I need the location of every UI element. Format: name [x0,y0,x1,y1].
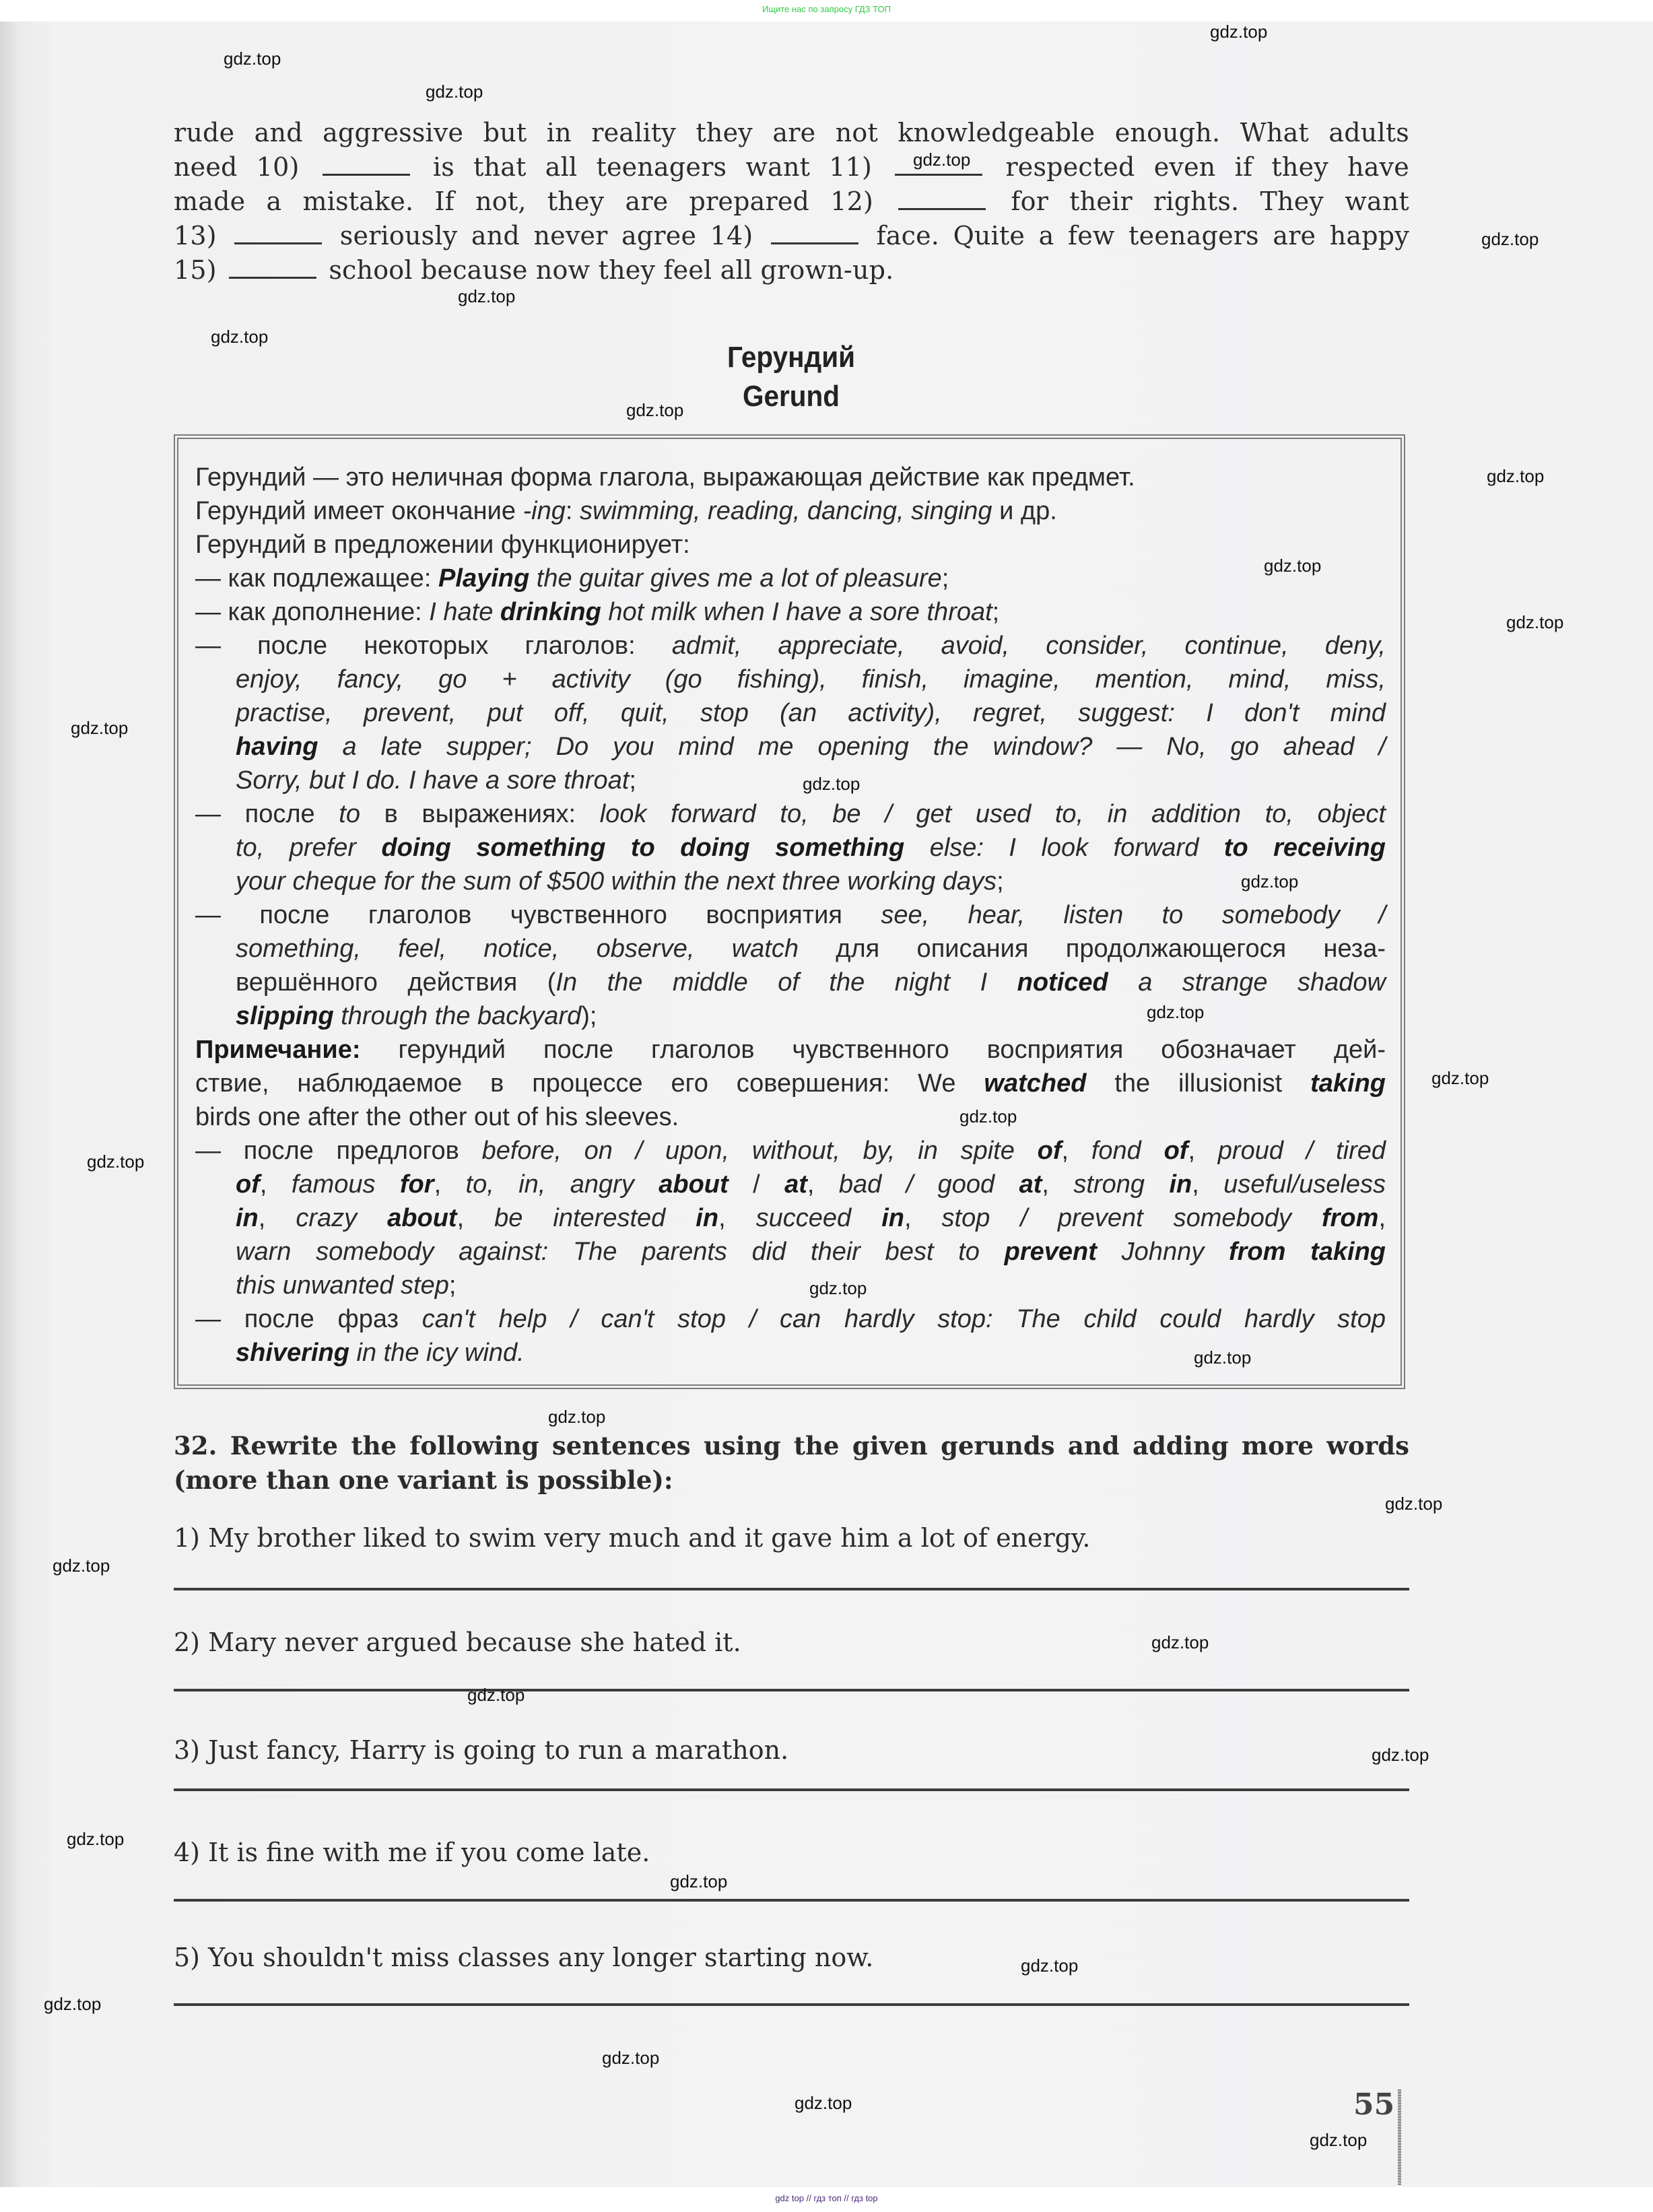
rule-line: — после некоторых глаголов: admit, appreciate, avoid, consider, continue, deny, [195,632,1386,660]
text: 13) [174,221,231,250]
instruction-line: (more than one variant is possible): [174,1465,673,1495]
watermark: gdz.top [602,2048,660,2068]
rule-line: having a late supper; Do you mind me opening the window? — No, go ahead / [236,733,1386,761]
watermark: gdz.top [670,1871,728,1891]
rule-line: shivering in the icy wind. [236,1339,525,1367]
footer-banner: gdz top // гдз топ // гдз top [0,2188,1653,2212]
blank-14[interactable] [771,222,858,244]
watermark: gdz.top [1264,556,1322,576]
watermark: gdz.top [458,286,516,306]
paragraph-line [174,185,1409,219]
rule-line: this unwanted step; [236,1271,457,1300]
watermark: gdz.top [53,1555,110,1576]
watermark: gdz.top [426,81,483,102]
watermark: gdz.top [1194,1347,1252,1368]
exercise-item-1: 1) My brother liked to swim very much and it gave him a lot of energy. [174,1523,1091,1553]
answer-line-3[interactable] [174,1788,1409,1791]
rule-line: — после предлогов before, on / upon, without, by, in spite of, fond of, proud / tired [195,1137,1386,1165]
text: face. Quite a few teenagers are happy [862,221,1410,250]
watermark: gdz.top [1151,1632,1209,1652]
text: school because now they feel all grown-up. [321,255,894,285]
watermark: gdz.top [71,718,129,738]
paragraph-line: rude and aggressive but in reality they are not knowledgeable enough. What adults [174,118,1409,147]
watermark: gdz.top [467,1685,525,1705]
watermark: gdz.top [211,327,269,347]
watermark: gdz.top [913,149,971,170]
rule-line: вершённого действия (In the middle of the night I noticed a strange shadow [236,968,1386,997]
rule-line: — как подлежащее: Playing the guitar gives me a lot of pleasure; [195,564,949,593]
blank-10[interactable] [323,154,410,176]
watermark: gdz.top [1506,612,1564,632]
text: is that all teenagers want 11) [413,152,891,182]
rule-line: enjoy, fancy, go + activity (go fishing), finish, imagine, mention, mind, miss, [236,665,1386,694]
rule-line: Герундий в предложении функционирует: [195,531,690,559]
rule-line: Sorry, but I do. I have a sore throat; [236,766,636,795]
rule-line: warn somebody against: The parents did their best to prevent Johnny from taking [236,1238,1386,1266]
watermark: gdz.top [1147,1002,1205,1022]
answer-line-5[interactable] [174,2003,1409,2006]
rule-line: — после фраз can't help / can't stop / can hardly stop: The child could hardly stop [195,1305,1386,1333]
intro-paragraph [174,116,1409,288]
watermark: gdz.top [1210,22,1268,42]
text: 15) [174,255,226,285]
search-banner: Ищите нас по запросу ГДЗ ТОП [0,0,1653,20]
rule-line: ствие, наблюдаемое в процессе его совершения: We watched the illusionist taking [195,1069,1386,1098]
watermark: gdz.top [1487,466,1545,486]
rule-line: — после глаголов чувственного восприятия see, hear, listen to somebody / [195,901,1386,929]
exercise-item-4: 4) It is fine with me if you come late. [174,1838,650,1867]
exercise-item-3: 3) Just fancy, Harry is going to run a marathon. [174,1735,789,1765]
rule-line: your cheque for the sum of $500 within the next three working days; [236,867,1004,896]
text: seriously and never agree 14) [326,221,767,250]
watermark: gdz.top [1310,2130,1368,2150]
answer-line-1[interactable] [174,1588,1409,1590]
rule-line: to, prefer doing something to doing something else: I look forward to receiving [236,834,1386,862]
text: made a mistake. If not, they are prepared 12) [174,187,895,216]
watermark: gdz.top [803,774,861,794]
section-title-en: Gerund [743,380,840,413]
watermark: gdz.top [1021,1955,1079,1976]
rule-line: Примечание: герундий после глаголов чувственного восприятия обозначает дей- [195,1036,1386,1064]
page-edge-rule [1398,2089,1401,2185]
watermark: gdz.top [1481,229,1539,249]
blank-15[interactable] [229,257,316,279]
answer-line-4[interactable] [174,1899,1409,1902]
exercise-item-5: 5) You shouldn't miss classes any longer starting now. [174,1943,874,1972]
watermark: gdz.top [959,1106,1017,1127]
rule-line: of, famous for, to, in, angry about / at, bad / good at, strong in, useful/useless [236,1170,1386,1199]
rule-line: slipping through the backyard); [236,1002,597,1030]
rule-line: — после to в выражениях: look forward to, be / get used to, in addition to, object [195,800,1386,828]
watermark: gdz.top [44,1994,102,2014]
rule-line: — как дополнение: I hate drinking hot milk when I have a sore throat; [195,598,1000,626]
paragraph-line [174,219,1409,253]
watermark: gdz.top [1385,1494,1443,1514]
answer-line-2[interactable] [174,1689,1409,1691]
watermark: gdz.top [809,1278,867,1298]
exercise-instruction [174,1429,1409,1498]
paragraph-line [174,150,1409,185]
watermark: gdz.top [67,1829,125,1849]
watermark: gdz.top [548,1407,606,1427]
watermark: gdz.top [626,400,684,420]
rule-line: Герундий имеет окончание -ing: swimming, reading, dancing, singing и др. [195,497,1057,525]
blank-13[interactable] [234,222,322,244]
rule-line: practise, prevent, put off, quit, stop (an activity), regret, suggest: I don't mind [236,699,1386,727]
rule-line: something, feel, notice, observe, watch для описания продолжающегося неза- [236,935,1386,963]
page-spine-shadow [0,22,50,2187]
watermark: gdz.top [1241,871,1299,892]
paragraph-line [174,253,1409,288]
instruction-line: 32. Rewrite the following sentences using the given gerunds and adding more words [174,1431,1409,1461]
section-title-ru: Герундий [727,341,856,374]
rule-line: Герундий — это неличная форма глагола, выражающая действие как предмет. [195,463,1135,492]
text: for their rights. They want [990,187,1409,216]
page-number: 55 [1353,2087,1395,2122]
watermark: gdz.top [795,2093,852,2113]
watermark: gdz.top [87,1151,145,1172]
watermark: gdz.top [1372,1745,1429,1765]
watermark: gdz.top [1431,1068,1489,1088]
blank-12[interactable] [898,188,986,210]
exercise-item-2: 2) Mary never argued because she hated it. [174,1628,741,1657]
text: need 10) [174,152,318,182]
grammar-rule-text [195,461,1386,1370]
text: respected even if they have [986,152,1409,182]
watermark: gdz.top [224,48,281,69]
rule-line: birds one after the other out of his sleeves. [195,1103,679,1131]
rule-line: in, crazy about, be interested in, succeed in, stop / prevent somebody from, [236,1204,1386,1232]
